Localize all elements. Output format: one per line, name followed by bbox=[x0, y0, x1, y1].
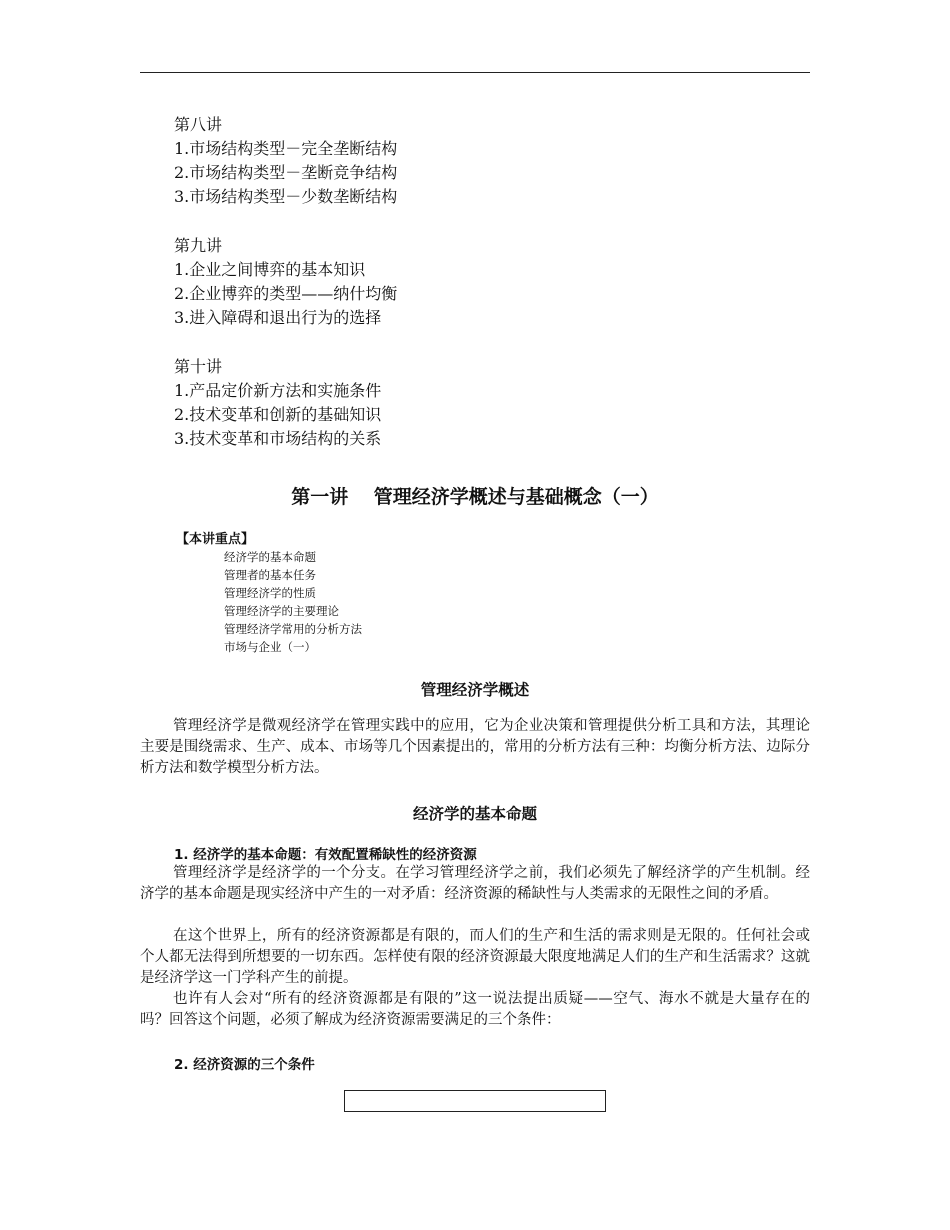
key-point-item: 管理经济学的性质 bbox=[224, 586, 316, 600]
toc-heading-lecture-10: 第十讲 bbox=[174, 357, 223, 376]
empty-table-box bbox=[344, 1090, 606, 1112]
toc-item: 2.市场结构类型－垄断竞争结构 bbox=[174, 163, 398, 182]
body-paragraph: 在这个世界上，所有的经济资源都是有限的，而人们的生产和生活的需求则是无限的。任何社会或个人都无法得到所想要的一切东西。怎样使有限的经济资源最大限度地满足人们的生产和生活需求？这就是经济学这一门学科产生的前提。 bbox=[140, 928, 810, 986]
toc-heading-lecture-9: 第九讲 bbox=[174, 236, 223, 255]
toc-item: 3.市场结构类型－少数垄断结构 bbox=[174, 187, 398, 206]
key-point-item: 管理经济学的主要理论 bbox=[224, 604, 339, 618]
key-point-item: 管理者的基本任务 bbox=[224, 568, 316, 582]
toc-item: 2.企业博弈的类型——纳什均衡 bbox=[174, 284, 398, 303]
key-point-item: 市场与企业（一） bbox=[224, 640, 316, 654]
section-heading-overview: 管理经济学概述 bbox=[420, 681, 530, 699]
section-heading-basic-proposition: 经济学的基本命题 bbox=[412, 805, 537, 823]
toc-item: 3.技术变革和市场结构的关系 bbox=[174, 429, 382, 448]
body-paragraph: 管理经济学是经济学的一个分支。在学习管理经济学之前，我们必须先了解经济学的产生机制。经济学的基本命题是现实经济中产生的一对矛盾：经济资源的稀缺性与人类需求的无限性之间的矛盾。 bbox=[140, 865, 810, 902]
toc-item: 2.技术变革和创新的基础知识 bbox=[174, 405, 382, 424]
overview-paragraph: 管理经济学是微观经济学在管理实践中的应用，它为企业决策和管理提供分析工具和方法，其理论主要是围绕需求、生产、成本、市场等几个因素提出的，常用的分析方法有三种：均衡分析方法、边际分析方法和数学模型分析方法。 bbox=[140, 718, 810, 776]
key-point-item: 经济学的基本命题 bbox=[224, 550, 316, 564]
toc-item: 1.市场结构类型－完全垄断结构 bbox=[174, 139, 398, 158]
toc-item: 1.产品定价新方法和实施条件 bbox=[174, 381, 382, 400]
toc-heading-lecture-8: 第八讲 bbox=[174, 115, 223, 134]
key-points-title: 【本讲重点】 bbox=[176, 532, 255, 547]
key-point-item: 管理经济学常用的分析方法 bbox=[224, 622, 362, 636]
toc-item: 3.进入障碍和退出行为的选择 bbox=[174, 308, 382, 327]
body-paragraph: 也许有人会对“所有的经济资源都是有限的”这一说法提出质疑——空气、海水不就是大量存在的吗？回答这个问题，必须了解成为经济资源需要满足的三个条件： bbox=[140, 991, 810, 1028]
header-rule bbox=[140, 72, 810, 73]
subheading-1: 1. 经济学的基本命题：有效配置稀缺性的经济资源 bbox=[174, 847, 477, 863]
subheading-2: 2. 经济资源的三个条件 bbox=[174, 1057, 315, 1073]
toc-item: 1.企业之间博弈的基本知识 bbox=[174, 260, 366, 279]
lecture-title: 第一讲 管理经济学概述与基础概念（一） bbox=[291, 486, 659, 508]
